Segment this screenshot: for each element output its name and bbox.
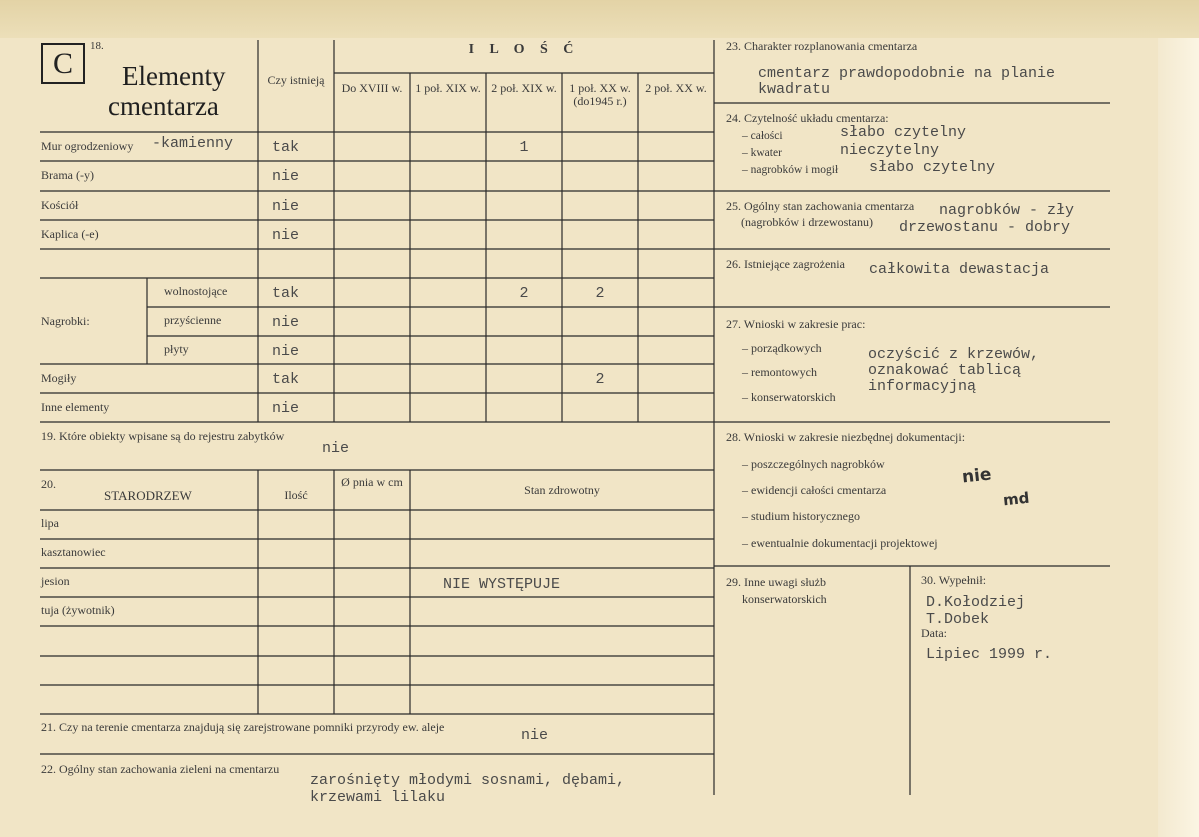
q19-answer: nie [322,440,350,457]
period-header: 1 poł. XX w. (do1945 r.) [569,81,631,109]
element-row-sublabel: przyścienne [164,313,222,327]
q22-answer-line1: zarośnięty młodymi sosnami, dębami, [310,772,626,789]
element-row-exists: nie [272,314,300,331]
q20-col-diameter: Ø pnia w cm [341,475,403,489]
element-row-exists: nie [272,227,300,244]
element-row-label: Brama (-y) [41,168,94,182]
q28-item: – ewentualnie dokumentacji projektowej [742,536,938,550]
element-row-quantity: 2 [519,285,529,302]
element-row-sublabel: wolnostojące [164,284,228,298]
q22-answer-line2: krzewami lilaku [310,789,446,806]
q27-label: 27. Wnioski w zakresie prac: [726,317,866,331]
q21-answer: nie [521,727,549,744]
q26-label: 26. Istniejące zagrożenia [726,257,845,271]
section-18-number: 18. [90,40,104,52]
q24-label: 24. Czytelność układu cmentarza: [726,111,889,125]
q27-answer-line1: oczyścić z krzewów, [868,346,1040,363]
quantity-header: I L O Ś Ć [468,42,580,57]
card-letter-box: C [41,43,85,84]
q20-col-tree: STARODRZEW [104,488,192,503]
element-row-exists: tak [272,139,300,156]
q28-label: 28. Wnioski w zakresie niezbędnej dokumentacji: [726,430,966,444]
q30-date-label: Data: [921,626,947,640]
element-row-label: Inne elementy [41,400,110,414]
q20-col-count: Ilość [284,488,308,502]
q24-item-value: słabo czytelny [840,124,967,141]
period-header: 2 poł. XX w. [645,81,707,95]
q29-label-line1: 29. Inne uwagi służb [726,575,826,589]
element-row-quantity: 2 [595,285,605,302]
q25-label-line1: 25. Ogólny stan zachowania cmentarza [726,199,915,213]
title-line1: Elementy [122,61,226,91]
q30-name1: D.Kołodziej [926,594,1026,611]
q27-item: – remontowych [742,365,817,379]
tree-name: jesion [41,574,70,588]
element-row-label: Mogiły [41,371,77,385]
q20-health-note: NIE WYSTĘPUJE [443,576,561,593]
tree-name: kasztanowiec [41,545,106,559]
q23-answer-line1: cmentarz prawdopodobnie na planie [758,65,1056,82]
title-line2: cmentarza [108,91,219,121]
q30-name2: T.Dobek [926,611,990,628]
element-row-label: Mur ogrodzeniowy [41,139,134,153]
q27-item: – konserwatorskich [742,390,836,404]
q27-answer-line3: informacyjną [868,378,977,395]
q29-label-line2: konserwatorskich [742,592,827,606]
period-header: 2 poł. XIX w. [491,81,557,95]
q27-answer-line2: oznakować tablicą [868,362,1022,379]
element-row-label: Kaplica (-e) [41,227,99,241]
element-row-exists: tak [272,371,300,388]
q23-label: 23. Charakter rozplanowania cmentarza [726,39,918,53]
q24-item-value: słabo czytelny [869,159,996,176]
q24-item-label: – nagrobków i mogił [742,164,839,176]
q22-label: 22. Ogólny stan zachowania zieleni na cmentarzu [41,762,280,776]
period-header: 1 poł. XIX w. [415,81,481,95]
element-row-label: Kościół [41,198,79,212]
tree-name: lipa [41,516,59,530]
q30-label: 30. Wypełnił: [921,573,987,587]
q28-item: – studium historycznego [742,509,860,523]
q24-item-value: nieczytelny [840,142,940,159]
element-row-group: Nagrobki: [41,314,90,328]
q28-item: – ewidencji całości cmentarza [742,483,887,497]
element-row-sublabel: płyty [164,342,189,356]
q28-handwritten-answer: nie [961,464,993,488]
element-row-exists: nie [272,400,300,417]
q28-initials: md [1002,488,1031,510]
q26-answer: całkowita dewastacja [869,261,1050,278]
q24-item-label: – kwater [742,147,782,159]
exists-header: Czy istnieją [267,73,325,87]
q27-item: – porządkowych [742,341,822,355]
q21-label: 21. Czy na terenie cmentarza znajdują się zarejstrowane pomniki przyrody ew. aleje [41,720,445,734]
element-row-exists: nie [272,168,300,185]
element-row-quantity: 2 [595,371,605,388]
element-row-typed-suffix: -kamienny [152,135,234,152]
q25-label-line2: (nagrobków i drzewostanu) [741,215,873,229]
q25-answer-line2: drzewostanu - dobry [899,219,1071,236]
q20-number: 20. [41,477,56,491]
q23-answer-line2: kwadratu [758,81,831,98]
element-row-exists: tak [272,285,300,302]
period-header: Do XVIII w. [341,81,403,95]
q30-date: Lipiec 1999 r. [926,646,1053,663]
q20-col-health: Stan zdrowotny [524,483,600,497]
q19-label: 19. Które obiekty wpisane są do rejestru zabytków [41,429,285,443]
tree-name: tuja (żywotnik) [41,603,115,617]
element-row-exists: nie [272,343,300,360]
q25-answer-line1: nagrobków - zły [939,202,1075,219]
q24-item-label: – całości [742,130,783,142]
element-row-quantity: 1 [519,139,529,156]
element-row-exists: nie [272,198,300,215]
q28-item: – poszczególnych nagrobków [742,457,885,471]
